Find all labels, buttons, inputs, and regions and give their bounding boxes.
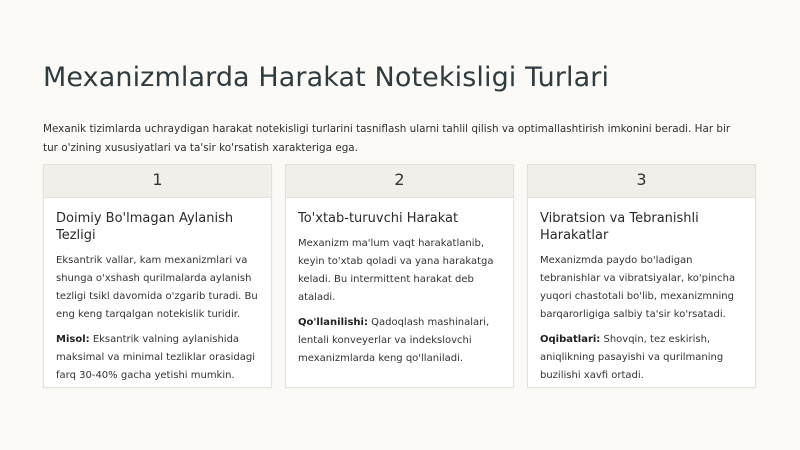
card-3	[527, 164, 756, 388]
card-number: 2	[286, 165, 513, 198]
card-note	[298, 314, 501, 368]
card-note-label: Qo'llanilishi:	[298, 317, 368, 328]
card-1	[43, 164, 272, 388]
card-title: To'xtab-turuvchi Harakat	[298, 211, 459, 226]
card-body	[286, 198, 513, 368]
card-number: 1	[44, 165, 271, 198]
card-title: Doimiy Bo'lmagan Aylanish Tezligi	[56, 211, 234, 243]
card-number: 3	[528, 165, 755, 198]
card-note	[56, 331, 259, 385]
card-note	[540, 331, 743, 385]
card-note-label: Misol:	[56, 334, 90, 345]
card-body	[528, 198, 755, 385]
card-title: Vibratsion va Tebranishli Harakatlar	[540, 211, 699, 243]
card-description: Mexanizmda paydo bo'ladigan tebranishlar va vibratsiyalar, ko'pincha yuqori chastotali bo'lib, mexanizmning barqarorligiga salbiy ta'sir ko'rsatadi.	[540, 255, 736, 320]
card-note-label: Oqibatlari:	[540, 334, 601, 345]
card-description: Mexanizm ma'lum vaqt harakatlanib, keyin to'xtab qoladi va yana harakatga keladi. Bu intermittent harakat deb ataladi.	[298, 238, 494, 303]
cards-container	[43, 164, 757, 388]
card-description: Eksantrik vallar, kam mexanizmlari va shunga o'xshash qurilmalarda aylanish tezligi tsikl davomida o'zgarib turadi. Bu eng keng tarqalgan notekislik turidir.	[56, 255, 258, 320]
intro-text: Mexanik tizimlarda uchraydigan harakat notekisligi turlarini tasniflash ularni tahlil qilish va optimallashtirish imkonini beradi. Har bir tur o'zining xususiyatlari va ta'sir ko'rsatish xarakteriga ega.	[43, 123, 731, 154]
card-body	[44, 198, 271, 385]
card-note-text: Qadoqlash mashinalari, lentali konveyerlar va indekslovchi mexanizmlarda keng qo'llaniladi.	[298, 317, 490, 364]
page-title: Mexanizmlarda Harakat Notekisligi Turlari	[43, 62, 610, 93]
card-2	[285, 164, 514, 388]
card-note-text: Eksantrik valning aylanishida maksimal va minimal tezliklar orasidagi farq 30-40% gacha yetishi mumkin.	[56, 334, 255, 381]
card-note-text: Shovqin, tez eskirish, aniqlikning pasayishi va qurilmaning buzilishi xavfi ortadi.	[540, 334, 724, 381]
